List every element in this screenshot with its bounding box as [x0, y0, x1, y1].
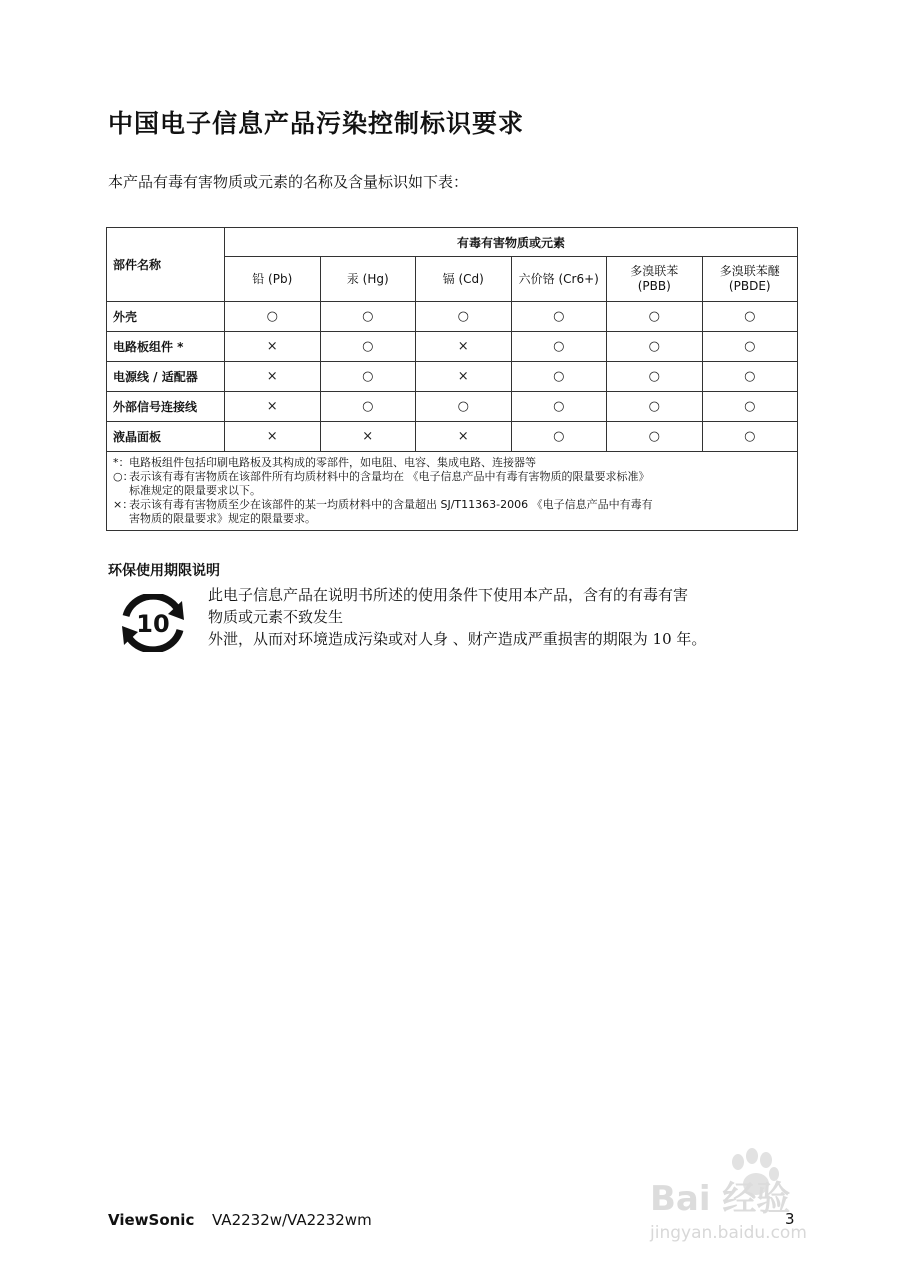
table-row	[107, 332, 798, 362]
substance-mark: ○	[511, 392, 607, 422]
note-circle: ○：表示该有毒有害物质在该部件所有均质材料中的含量均在 《电子信息产品中有毒有害物质的限量要求标准》	[113, 470, 650, 483]
part-name: 外壳	[107, 302, 225, 332]
substance-mark: ○	[511, 332, 607, 362]
substance-mark: ○	[511, 422, 607, 452]
substance-mark: ○	[607, 302, 703, 332]
footer-brand: ViewSonic	[108, 1211, 195, 1229]
substance-mark: ○	[702, 332, 798, 362]
substance-mark: ○	[702, 302, 798, 332]
substance-mark: ×	[320, 422, 416, 452]
substance-mark: ○	[511, 362, 607, 392]
substance-mark: ○	[702, 362, 798, 392]
environment-protection-period-logo	[116, 594, 190, 652]
substance-mark: ○	[607, 392, 703, 422]
substance-mark: ×	[416, 362, 512, 392]
table-notes	[107, 452, 798, 531]
table-row	[107, 302, 798, 332]
footer-model: VA2232w/VA2232wm	[212, 1211, 372, 1229]
substance-mark: ○	[320, 362, 416, 392]
substance-mark: ○	[416, 302, 512, 332]
substance-header-3: 六价铬 (Cr6+)	[511, 257, 607, 302]
substance-group-header: 有毒有害物质或元素	[225, 228, 798, 257]
substance-mark: ×	[225, 392, 321, 422]
table-body	[107, 302, 798, 452]
substance-mark: ○	[320, 392, 416, 422]
substance-mark: ○	[702, 422, 798, 452]
eco-logo-number: 10	[136, 610, 170, 638]
note-cross: ×：表示该有毒有害物质至少在该部件的某一均质材料中的含量超出 SJ/T11363-2006 《电子信息产品中有毒有	[113, 498, 653, 511]
baidu-watermark	[640, 1140, 860, 1250]
substance-header-0: 铅 (Pb)	[225, 257, 321, 302]
substance-mark: ×	[416, 422, 512, 452]
substance-mark: ○	[607, 332, 703, 362]
substance-mark: ○	[607, 422, 703, 452]
substance-mark: ○	[225, 302, 321, 332]
part-name: 液晶面板	[107, 422, 225, 452]
table-row	[107, 422, 798, 452]
note-circle-cont: 标准规定的限量要求以下。	[129, 484, 261, 497]
note-star: *：电路板组件包括印刷电路板及其构成的零部件，如电阻、电容、集成电路、连接器等	[113, 456, 536, 469]
substance-header-5: 多溴联苯醚 (PBDE)	[702, 257, 798, 302]
part-name-header: 部件名称	[107, 228, 225, 302]
substance-mark: ○	[511, 302, 607, 332]
substance-header-4: 多溴联苯 (PBB)	[607, 257, 703, 302]
part-name: 电源线 / 适配器	[107, 362, 225, 392]
part-name: 外部信号连接线	[107, 392, 225, 422]
substance-mark: ×	[416, 332, 512, 362]
hazardous-substance-table	[106, 227, 798, 531]
substance-mark: ×	[225, 362, 321, 392]
substance-header-2: 镉 (Cd)	[416, 257, 512, 302]
substance-mark: ×	[225, 332, 321, 362]
watermark-url: jingyan.baidu.com	[650, 1223, 807, 1243]
eco-period-description: 此电子信息产品在说明书所述的使用条件下使用本产品，含有的有毒有害 物质或元素不致发生 外泄，从而对环境造成污染或对人身 、财产造成严重损害的期限为 10 年。	[208, 586, 707, 648]
substance-header-1: 汞 (Hg)	[320, 257, 416, 302]
part-name: 电路板组件 *	[107, 332, 225, 362]
substance-mark: ○	[320, 302, 416, 332]
table-row	[107, 362, 798, 392]
intro-text: 本产品有毒有害物质或元素的名称及含量标识如下表：	[108, 173, 469, 191]
substance-mark: ○	[416, 392, 512, 422]
substance-mark: ○	[320, 332, 416, 362]
substance-mark: ○	[702, 392, 798, 422]
eco-period-title: 环保使用期限说明	[108, 563, 220, 579]
note-cross-cont: 害物质的限量要求》规定的限量要求。	[129, 512, 316, 525]
substance-mark: ○	[607, 362, 703, 392]
substance-mark: ×	[225, 422, 321, 452]
watermark-logo-text: Bai 经验	[650, 1179, 791, 1219]
page-number: 3	[785, 1210, 795, 1228]
page-title: 中国电子信息产品污染控制标识要求	[108, 109, 525, 138]
table-row	[107, 392, 798, 422]
